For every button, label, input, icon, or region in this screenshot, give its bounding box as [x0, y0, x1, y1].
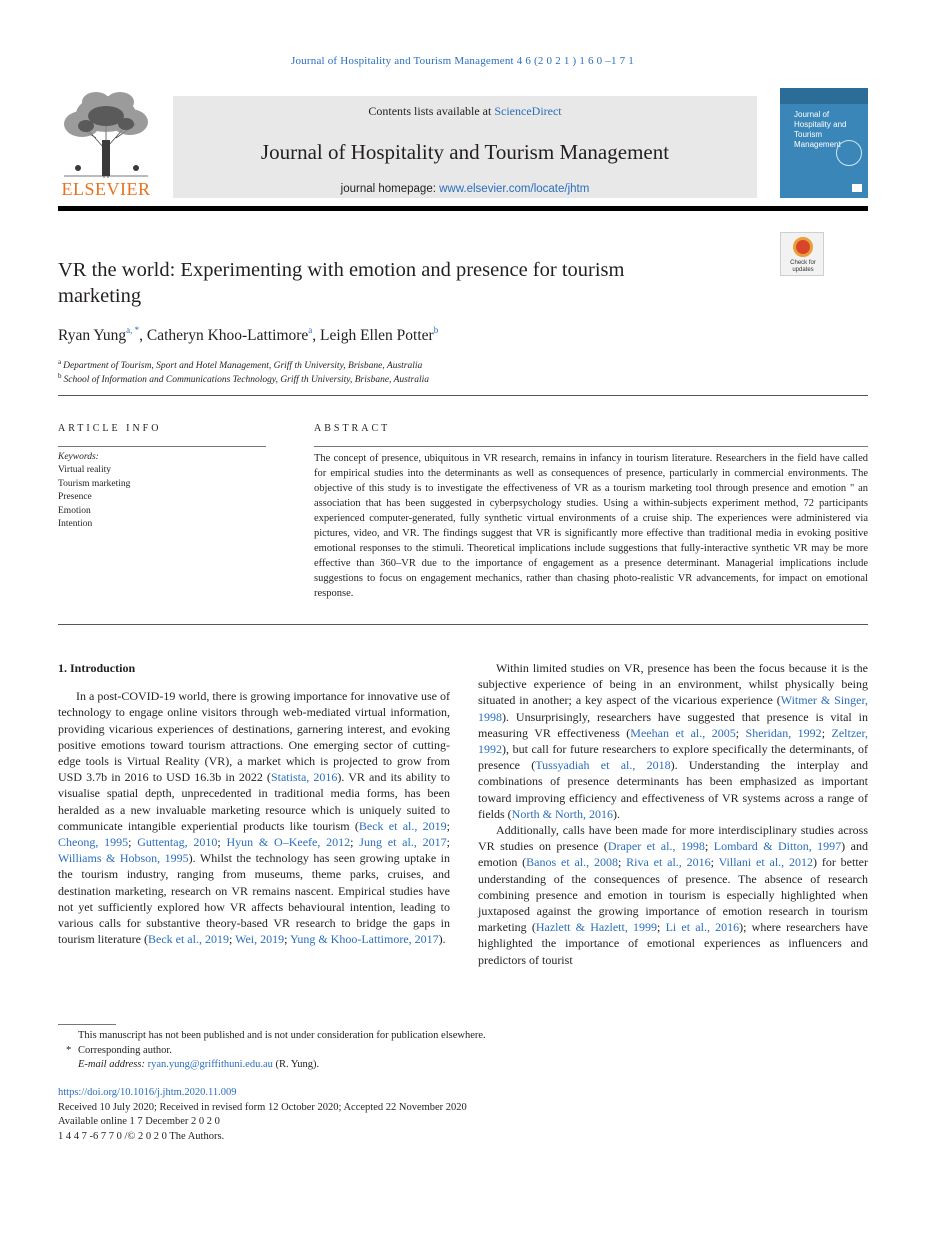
email-suffix: (R. Yung).: [272, 1059, 320, 1070]
contents-line: [173, 104, 757, 119]
paragraph-text: ). Understanding the interplay and combinations of presence determinants has been emphasized as important toward improving efficiency and effectiveness of VR systems across a range of fields (: [478, 758, 868, 821]
footnote-corresponding: [58, 1044, 868, 1059]
homepage-line: [173, 183, 757, 195]
abstract-heading: ABSTRACT: [314, 423, 391, 434]
journal-citation-link[interactable]: Journal of Hospitality and Tourism Management 4 6 (2 0 2 1 ) 1 6 0 –1 7 1: [291, 55, 634, 67]
author-name[interactable]: Catheryn Khoo-Lattimore: [146, 327, 309, 344]
citation-link[interactable]: Tussyadiah et al., 2018: [535, 758, 671, 773]
body-paragraph: [478, 660, 868, 822]
contents-prefix: Contents lists available at: [368, 104, 495, 118]
paragraph-text: ;: [735, 725, 746, 740]
citation-link[interactable]: North & North, 2016: [511, 806, 613, 821]
paragraph-text: ;: [657, 920, 666, 935]
citation-link[interactable]: Statista, 2016: [270, 770, 338, 785]
cover-title: Journal of Hospitality and Tourism Management: [794, 110, 847, 149]
received-dates: Received 10 July 2020; Received in revised form 12 October 2020; Accepted 22 November 2020: [58, 1101, 467, 1113]
article-info-heading: ARTICLE INFO: [58, 423, 162, 434]
citation-link[interactable]: Draper et al., 1998: [607, 839, 705, 854]
paragraph-text: ;: [128, 835, 138, 850]
affiliation-text: Department of Tourism, Sport and Hotel Management, Griff th University, Brisbane, Australia: [63, 361, 423, 371]
body-column-right: [478, 660, 868, 968]
paragraph-text: ;: [350, 835, 360, 850]
paragraph-text: ). VR and its ability to visualise spatial depth, unprecedented in traditional media forms, has been heralded as a new invaluable marketing resource which is uniquely suited to communicate intangible experiential products like tourism (: [58, 770, 450, 833]
author-name[interactable]: Ryan Yung: [58, 327, 127, 344]
paragraph-text: ;: [217, 835, 227, 850]
keywords-block: [58, 451, 266, 531]
citation-link[interactable]: Guttentag, 2010: [137, 835, 218, 850]
homepage-prefix: journal homepage:: [340, 183, 440, 195]
citation-link[interactable]: Riva et al., 2016: [626, 855, 711, 870]
crossmark-icon: [793, 237, 813, 257]
journal-homepage-link[interactable]: www.elsevier.com/locate/jhtm: [439, 183, 590, 195]
author-affiliation-mark[interactable]: a, *: [126, 325, 140, 335]
keyword-item: Intention: [58, 519, 93, 530]
paragraph-text: ;: [228, 932, 236, 947]
article-title: VR the world: Experimenting with emotion and presence for tourism marketing: [58, 259, 625, 307]
paragraph-text: ;: [284, 932, 291, 947]
citation-link[interactable]: Witmer & Singer, 1998: [478, 693, 868, 724]
crossmark-label: Check for updates: [790, 260, 816, 273]
paragraph-text: ). Whilst the technology has seen growing uptake in the tourism industry, ranging from museums, theme parks, cruises, and destination marketing, research on VR remains nascent. Empirical studies have not yet sufficiently explored how VR affects behavioural intention, leading to various calls for substantive theory-based VR research to bridge the gaps in tourism literature (: [58, 851, 450, 947]
sciencedirect-link[interactable]: ScienceDirect: [494, 104, 562, 118]
elsevier-logo[interactable]: [58, 88, 154, 200]
elsevier-wordmark: ELSEVIER: [61, 179, 151, 199]
affiliation-mark: b: [58, 372, 62, 380]
article-info-rule: [58, 446, 266, 447]
affiliation-text: School of Information and Communications Technology, Griff th University, Brisbane, Australia: [63, 375, 429, 385]
keywords-label: Keywords:: [58, 452, 99, 462]
paragraph-text: ).: [612, 806, 620, 821]
citation-link[interactable]: Hyun & O–Keefe, 2012: [226, 835, 351, 850]
footnote-text: Corresponding author.: [78, 1044, 172, 1056]
citation-link[interactable]: Li et al., 2016: [665, 920, 740, 935]
citation-link[interactable]: Beck et al., 2019: [358, 818, 447, 833]
email-label: E-mail address:: [78, 1059, 148, 1070]
citation-link[interactable]: Zeltzer, 1992: [478, 725, 869, 757]
paragraph-text: ;: [446, 818, 451, 833]
citation-link[interactable]: Villani et al., 2012: [718, 855, 814, 870]
section-heading: 1. Introduction: [58, 661, 136, 675]
available-online: Available online 1 7 December 2 0 2 0: [58, 1116, 220, 1127]
left-paragraphs: [58, 688, 450, 947]
author-name[interactable]: Leigh Ellen Potter: [320, 327, 434, 344]
email-link[interactable]: ryan.yung@griffithuni.edu.au: [147, 1059, 273, 1070]
footnotes: [58, 1029, 868, 1073]
header-divider: [58, 206, 868, 211]
body-paragraph: [478, 822, 868, 968]
author-affiliation-mark[interactable]: b: [433, 325, 439, 335]
citation-link[interactable]: Jung et al., 2017: [359, 835, 447, 850]
author-affiliation-mark[interactable]: a: [308, 325, 313, 335]
abstract-rule: [314, 446, 868, 447]
tree-icon: [58, 88, 154, 180]
copyright-line: 1 4 4 7 -6 7 7 0 /© 2 0 2 0 The Authors.: [58, 1130, 225, 1142]
crossmark-badge[interactable]: [780, 232, 824, 276]
masthead: [58, 88, 868, 200]
paragraph-text: ). Unsurprisingly, researchers have suggested that presence is vital in measuring VR effectiveness (: [478, 709, 868, 740]
keyword-item: Emotion: [58, 505, 91, 516]
journal-cover-thumbnail[interactable]: [780, 88, 868, 198]
citation-link[interactable]: Meehan et al., 2005: [630, 725, 736, 740]
journal-banner: [173, 96, 757, 198]
citation-link[interactable]: Yung & Khoo-Lattimore, 2017: [290, 932, 439, 947]
paragraph-text: ;: [446, 835, 450, 850]
citation-link[interactable]: Williams & Hobson, 1995: [58, 851, 189, 866]
keyword-item: Virtual reality: [58, 465, 111, 476]
citation-link[interactable]: Cheong, 1995: [58, 835, 129, 850]
keyword-item: Presence: [58, 492, 92, 503]
abstract-text: The concept of presence, ubiquitous in VR research, remains in infancy in tourism literature. Researchers in the field have called for empirical studies into the determinants as well as consequences of presence, particularly in commercial environments. The objective of this study is to investigate the effectiveness of VR as a tourism marketing tool through presence and emotion " an association that has been suggested in cyberpsychology studies. Using a within-subjects experiment method, 72 participants experienced computer-generated, fully synthetic virtual environments of a cruise ship. The experiences were administered via pictures, video, and VR. The findings suggest that VR is significantly more effective than traditional media in evoking positive emotional responses to the stimuli. Theoretical implications include suggestions that fully-interactive synthetic VR may be more effective than 360–VR due to the importance of engagement as a presence determinant. Managerial implications include suggestions to focus on engagement mechanics, rather than chasing photo-realistic VR advancements, for impact on emotional response.: [314, 453, 868, 599]
citation-link[interactable]: Hazlett & Hazlett, 1999: [535, 920, 658, 935]
paragraph-text: ;: [617, 855, 627, 870]
doi-link[interactable]: https://doi.org/10.1016/j.jhtm.2020.11.009: [58, 1087, 237, 1098]
author-list: Ryan Yung$^{a, *}$, Catheryn Khoo-Lattimore$^a$, Leigh Ellen Potter$^b$: [58, 325, 439, 344]
cover-logo-mark: [852, 184, 862, 192]
paragraph-text: ), but call for future researchers to explore specifically the determinants, of presence (: [478, 742, 868, 773]
footnote-email: [58, 1058, 868, 1073]
cover-circle-graphic: [836, 140, 862, 166]
paragraph-text: ;: [710, 855, 719, 870]
abstract-divider: [58, 624, 868, 625]
body-paragraph: [58, 688, 450, 947]
title-divider: [58, 395, 868, 396]
body-column-left: [58, 660, 450, 947]
citation-link[interactable]: Beck et al., 2019: [147, 932, 229, 947]
paragraph-text: ;: [704, 839, 714, 854]
keyword-item: Tourism marketing: [58, 478, 131, 489]
affiliation: [58, 372, 429, 385]
footnote-unpublished: This manuscript has not been published and is not under consideration for publication elsewhere.: [78, 1030, 486, 1041]
paragraph-text: ); where researchers have highlighted the importance of emotional experiences as influencers and predictors of tourist: [478, 920, 868, 967]
paragraph-text: In a post-COVID-19 world, there is growing importance for innovative use of technology to engage online visitors through web-mediated virtual information, providing vicarious experiences of destinations, garnering interest, and evoking positive emotions toward tourism attractions. One emerging sector of cutting-edge tools is Virtual Reality (VR), a market which is projected to grow from USD 3.7b in 2016 to USD 16.3b in 2022 (: [58, 689, 450, 785]
paragraph-text: ) and emotion (: [478, 839, 868, 870]
footnote-rule: [58, 1024, 116, 1025]
affiliation: [58, 358, 422, 371]
citation-link[interactable]: Sheridan, 1992: [745, 725, 822, 740]
affiliation-mark: a: [58, 358, 62, 366]
paragraph-text: ).: [438, 932, 446, 947]
paragraph-text: ) for better understanding of the consequences of presence. The absence of research combining presence and emotion in tourism is especially highlighted when juxtaposed against the growing importance of emotion research in tourism marketing (: [478, 855, 868, 935]
publication-info: [58, 1086, 868, 1144]
citation-link[interactable]: Banos et al., 2008: [526, 855, 618, 870]
citation-link[interactable]: Wei, 2019: [235, 932, 285, 947]
paragraph-text: ;: [821, 725, 832, 740]
paragraph-text: Within limited studies on VR, presence has been the focus because it is the subjective experience of being in an environment, whilst physically being situated in another; a key aspect of the vicarious experience (: [478, 661, 868, 708]
paragraph-text: Additionally, calls have been made for more interdisciplinary studies across VR studies on presence (: [478, 823, 868, 854]
footnote-mark: *: [66, 1044, 72, 1056]
cover-header-band: [780, 88, 868, 104]
citation-link[interactable]: Lombard & Ditton, 1997: [713, 839, 842, 854]
right-paragraphs: [478, 660, 868, 968]
journal-title: Journal of Hospitality and Tourism Management: [260, 140, 670, 164]
